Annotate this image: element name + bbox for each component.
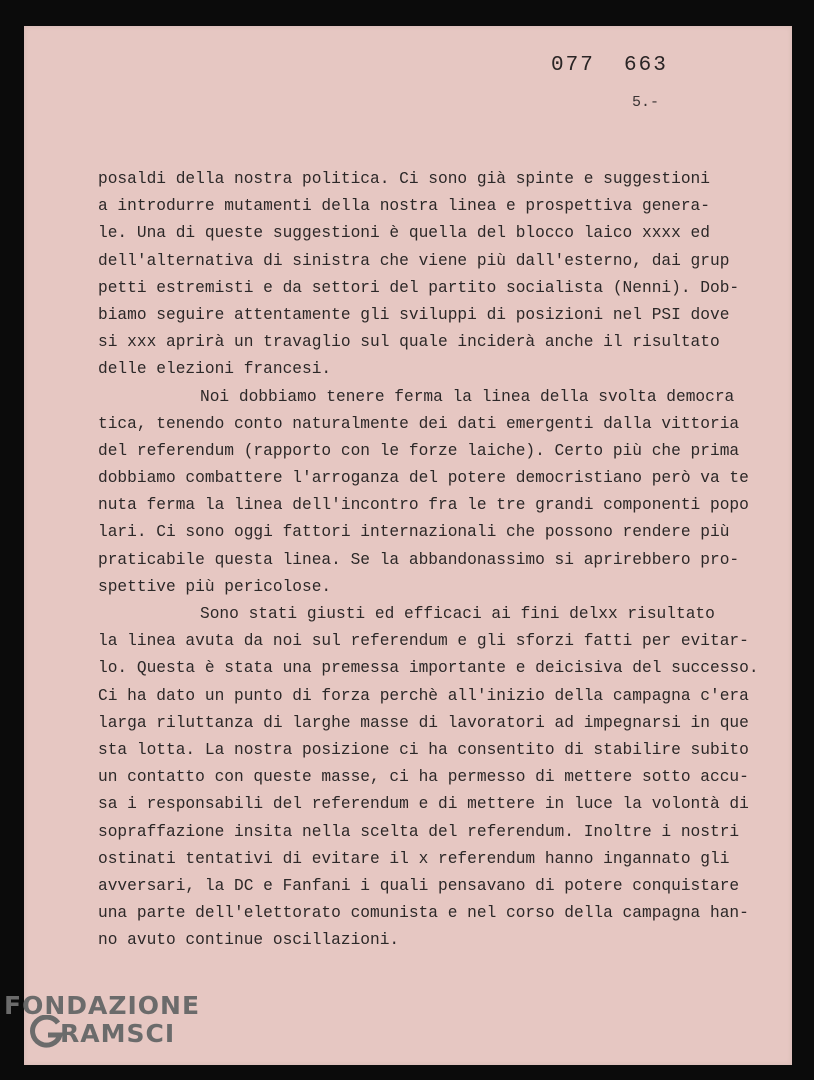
text-line: le. Una di queste suggestioni è quella del blocco laico xxxx ed: [98, 224, 710, 243]
watermark-g-logo-icon: [30, 1015, 64, 1049]
text-line: si xxx aprirà un travaglio sul quale inciderà anche il risultato: [98, 333, 720, 352]
text-line: Noi dobbiamo tenere ferma la linea della svolta democra: [200, 387, 735, 406]
text-line: sopraffazione insita nella scelta del referendum. Inoltre i nostri: [98, 822, 740, 841]
text-line: la linea avuta da noi sul referendum e gli sforzi fatti per evitar-: [98, 632, 749, 651]
text-line: posaldi della nostra politica. Ci sono già spinte e suggestioni: [98, 170, 710, 188]
text-line: una parte dell'elettorato comunista e nel corso della campagna han-: [98, 904, 749, 923]
text-line: no avuto continue oscillazioni.: [98, 931, 400, 950]
text-line: tica, tenendo conto naturalmente dei dati emergenti dalla vittoria: [98, 414, 740, 433]
text-line: larga riluttanza di larghe masse di lavoratori ad impegnarsi in que: [98, 713, 749, 732]
text-line: nuta ferma la linea dell'incontro fra le tre grandi componenti popo: [98, 496, 749, 515]
body-text: [98, 166, 788, 954]
text-line: lari. Ci sono oggi fattori internazionali che possono rendere più: [98, 523, 730, 542]
text-line: spettive più pericolose.: [98, 577, 332, 596]
text-line: un contatto con queste masse, ci ha permesso di mettere sotto accu-: [98, 768, 749, 787]
watermark-line-2: RAMSCI: [60, 1019, 176, 1048]
text-line: Sono stati giusti ed efficaci ai fini delxx risultato: [200, 605, 715, 623]
text-line: dobbiamo combattere l'arroganza del potere democristiano però va te: [98, 469, 749, 488]
text-line: a introdurre mutamenti della nostra linea e prospettiva genera-: [98, 197, 710, 216]
text-line: biamo seguire attentamente gli sviluppi di posizioni nel PSI dove: [98, 305, 730, 324]
text-line: lo. Questa è stata una premessa importante e deicisiva del successo.: [98, 659, 759, 678]
text-line: sa i responsabili del referendum e di mettere in luce la volontà di: [98, 795, 749, 814]
text-line: petti estremisti e da settori del partito socialista (Nenni). Dob-: [98, 278, 740, 297]
archive-number: 077 663: [551, 54, 668, 77]
text-line: avversari, la DC e Fanfani i quali pensavano di potere conquistare: [98, 876, 740, 895]
watermark-line-1: FONDAZIONE: [4, 991, 201, 1020]
text-line: dell'alternativa di sinistra che viene più dall'esterno, dai grup: [98, 251, 730, 270]
text-line: del referendum (rapporto con le forze laiche). Certo più che prima: [98, 441, 740, 460]
fondazione-gramsci-watermark: [0, 985, 210, 1080]
text-line: praticabile questa linea. Se la abbandonassimo si aprirebbero pro-: [98, 550, 740, 569]
page-number: 5.-: [632, 94, 660, 111]
text-line: Ci ha dato un punto di forza perchè all'inizio della campagna c'era: [98, 686, 749, 705]
text-line: ostinati tentativi di evitare il x referendum hanno ingannato gli: [98, 849, 730, 868]
text-line: sta lotta. La nostra posizione ci ha consentito di stabilire subito: [98, 740, 749, 759]
text-line: delle elezioni francesi.: [98, 360, 332, 379]
document-page: [24, 26, 792, 1065]
